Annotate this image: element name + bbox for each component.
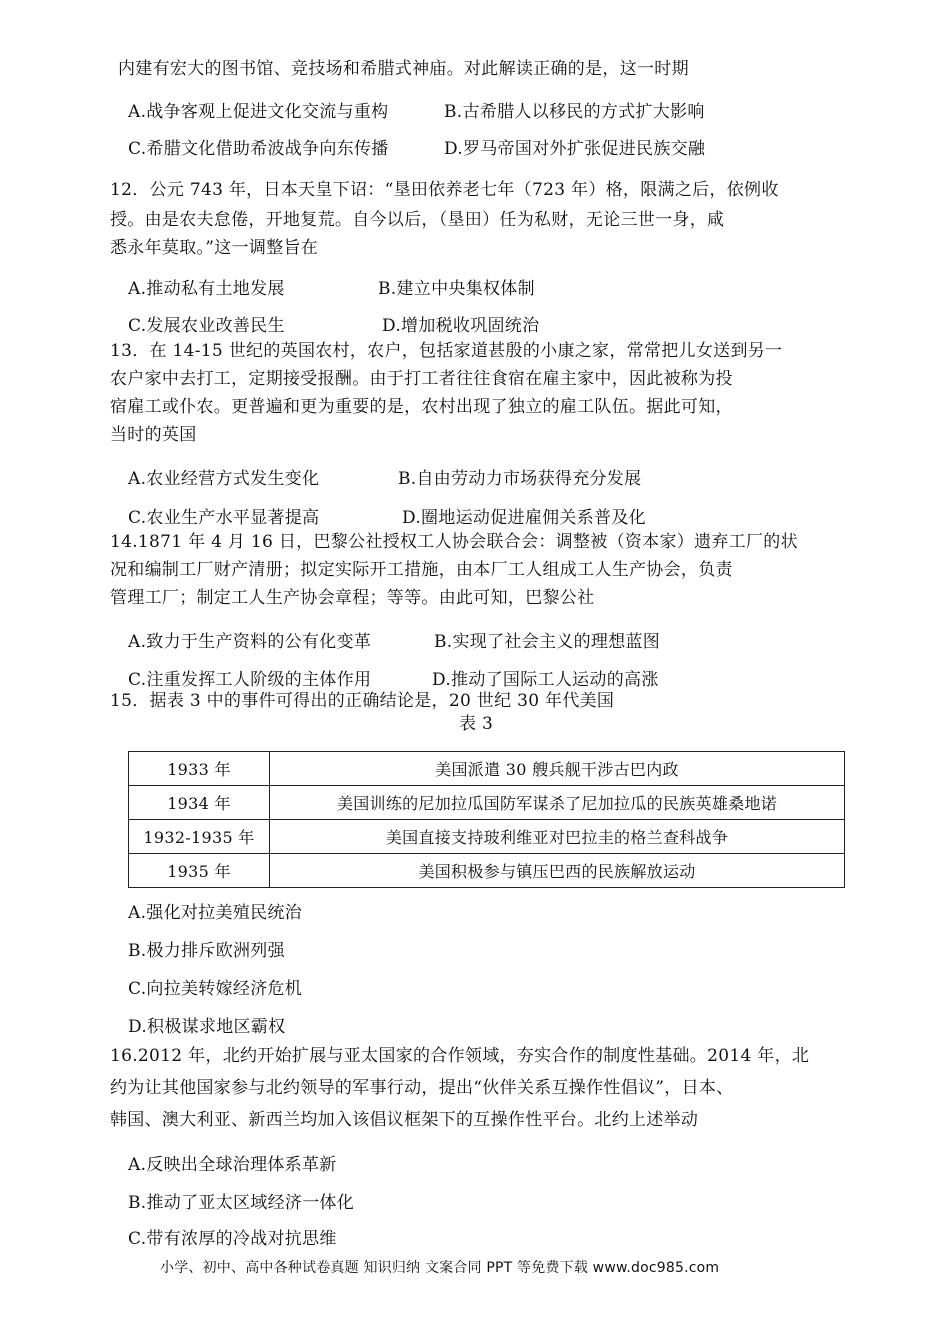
table-caption: 表 3 (459, 714, 494, 734)
q12-stem-line-2: 授。由是农夫怠倦，开地复荒。自今以后，（垦田）任为私财，无论三世一身，咸 (110, 210, 725, 230)
q16-option-c: C.带有浓厚的冷战对抗思维 (128, 1229, 337, 1249)
table-row (129, 820, 845, 854)
table-cell-event: 美国直接支持玻利维亚对巴拉圭的格兰查科战争 (270, 820, 845, 854)
q11-option-b: B.古希腊人以移民的方式扩大影响 (444, 102, 705, 122)
q11-option-c: C.希腊文化借助希波战争向东传播 (128, 139, 389, 159)
q15-stem: 15．据表 3 中的事件可得出的正确结论是，20 世纪 30 年代美国 (110, 691, 615, 711)
q16-stem-line-1: 16.2012 年，北约开始扩展与亚太国家的合作领域，夯实合作的制度性基础。2014 年，北 (110, 1046, 810, 1066)
q15-option-a: A.强化对拉美殖民统治 (128, 903, 302, 923)
q13-option-c: C.农业生产水平显著提高 (128, 508, 320, 528)
table-cell-event: 美国积极参与镇压巴西的民族解放运动 (270, 854, 845, 888)
q16-option-b: B.推动了亚太区域经济一体化 (128, 1193, 355, 1213)
q14-stem-line-3: 管理工厂；制定工人生产协会章程；等等。由此可知，巴黎公社 (110, 588, 595, 608)
table-row (129, 752, 845, 786)
q12-option-a: A.推动私有土地发展 (128, 279, 285, 299)
table-cell-year: 1933 年 (129, 752, 270, 786)
q14-option-a: A.致力于生产资料的公有化变革 (128, 632, 372, 652)
q14-option-c: C.注重发挥工人阶级的主体作用 (128, 670, 372, 690)
q13-stem-line-4: 当时的英国 (110, 425, 197, 445)
q14-stem-line-2: 况和编制工厂财产清册；拟定实际开工措施，由本厂工人组成工人生产协会，负责 (110, 560, 733, 580)
q13-stem-line-3: 宿雇工或仆农。更普遍和更为重要的是，农村出现了独立的雇工队伍。据此可知， (110, 397, 733, 417)
q11-stem-tail: 内建有宏大的图书馆、竞技场和希腊式神庙。对此解读正确的是，这一时期 (118, 59, 689, 79)
q13-option-b: B.自由劳动力市场获得充分发展 (398, 469, 642, 489)
q15-option-d: D.积极谋求地区霸权 (128, 1017, 286, 1037)
q13-option-d: D.圈地运动促进雇佣关系普及化 (402, 508, 646, 528)
q15-option-c: C.向拉美转嫁经济危机 (128, 979, 303, 999)
table-cell-event: 美国派遣 30 艘兵舰干涉古巴内政 (270, 752, 845, 786)
table-cell-event: 美国训练的尼加拉瓜国防军谋杀了尼加拉瓜的民族英雄桑地诺 (270, 786, 845, 820)
table-cell-year: 1935 年 (129, 854, 270, 888)
q13-stem-line-1: 13．在 14-15 世纪的英国农村，农户，包括家道甚殷的小康之家，常常把儿女送到另一 (110, 341, 783, 361)
q12-option-d: D.增加税收巩固统治 (382, 316, 540, 336)
q14-stem-line-1: 14.1871 年 4 月 16 日，巴黎公社授权工人协会联合会：调整被（资本家）遗弃工厂的状 (110, 532, 798, 552)
q16-option-a: A.反映出全球治理体系革新 (128, 1155, 337, 1175)
table-row (129, 854, 845, 888)
events-table (128, 751, 845, 888)
table-row (129, 786, 845, 820)
q12-stem-line-1: 12．公元 743 年，日本天皇下诏：“垦田依养老七年（723 年）格，限满之后，依例收 (110, 180, 779, 200)
q11-option-d: D.罗马帝国对外扩张促进民族交融 (444, 139, 706, 159)
q12-option-c: C.发展农业改善民生 (128, 316, 285, 336)
q12-stem-line-3: 悉永年莫取。”这一调整旨在 (110, 238, 319, 258)
q12-option-b: B.建立中央集权体制 (378, 279, 535, 299)
table-cell-year: 1934 年 (129, 786, 270, 820)
table-cell-year: 1932-1935 年 (129, 820, 270, 854)
q13-option-a: A.农业经营方式发生变化 (128, 469, 320, 489)
q13-stem-line-2: 农户家中去打工，定期接受报酬。由于打工者往往食宿在雇主家中，因此被称为投 (110, 369, 733, 389)
q15-option-b: B.极力排斥欧洲列强 (128, 941, 285, 961)
q16-stem-line-3: 韩国、澳大利亚、新西兰均加入该倡议框架下的互操作性平台。北约上述举动 (110, 1110, 699, 1130)
q14-option-d: D.推动了国际工人运动的高涨 (432, 670, 659, 690)
q11-option-a: A.战争客观上促进文化交流与重构 (128, 102, 389, 122)
q14-option-b: B.实现了社会主义的理想蓝图 (434, 632, 661, 652)
q16-stem-line-2: 约为让其他国家参与北约领导的军事行动，提出“伙伴关系互操作性倡议”，日本、 (110, 1078, 734, 1098)
footer-ad-text: 小学、初中、高中各种试卷真题 知识归纳 文案合同 PPT 等免费下载 www.doc985.com (160, 1260, 720, 1276)
